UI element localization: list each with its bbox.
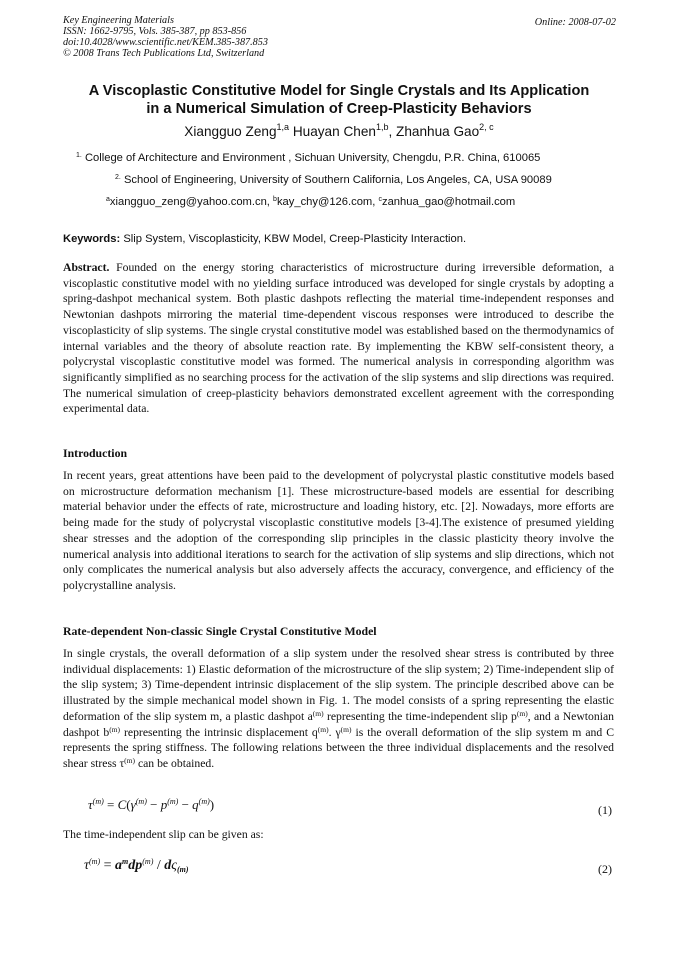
paragraph-text: In single crystals, the overall deformation of a slip system under the resolved shear stress is contributed by three individual displacements: 1) Elastic deformation of the microstructure of the slip system; 2) Time-independent slip of the slip system; 3) Time-dependent intrinsic displacement of the slip system. The principle described above can be illustrated by the simple mechanical model shown in Fig. 1. The model consists of a spring representing the elastic deformation of the slip system m, a plastic dashpot a	[63, 647, 614, 723]
abstract-text: Founded on the energy storing characteristics of microstructure during irreversible deformation, a viscoplastic constitutive model with no yielding surface introduced was developed for single crystals by adopting a spring-dashpot mechanical system. Both plastic dashpots reflecting the material time-independent responses and Newtonian dashpots mirroring the material time-dependent viscous responses were introduced to describe the viscoplasticity of slip systems. The single crystal constitutive model was established based on the thermodynamics of internal variables and the theory of absolute reaction rate. By implementing the KBW self-consistent theory, a polycrystal viscoplastic constitutive model was formed. The numerical analysis in corresponding algorithm was significantly simplified as no searching process for the activation of the slip systems and slip directions was required. The numerical simulation of creep-plasticity behaviors demonstrated excellent agreement with the corresponding experimental data.	[63, 261, 615, 416]
equation-1-number: (1)	[598, 803, 612, 817]
equation-1: $\tau^{(m)} = C(\gamma^{(m)} - p^{(m)} - q^{(m)})$	[88, 797, 215, 812]
paper-title-line-2: in a Numerical Simulation of Creep-Plasticity Behaviors	[146, 101, 532, 117]
copyright-line: © 2008 Trans Tech Publications Ltd, Switzerland	[63, 48, 265, 59]
affiliation-1-mark: 1.	[76, 152, 82, 159]
affiliation-1	[76, 152, 540, 164]
superscript-m: (m)	[317, 724, 329, 734]
keywords	[63, 233, 466, 245]
superscript-m: (m)	[516, 708, 528, 718]
introduction-text: In recent years, great attentions have been paid to the development of polycrystal plastic constitutive models based on microstructure deformation mechanism [1]. These microstructure-based models are essential for describing material behavior under the effects of rate, microstructure and loading history, etc. [2]. Nowadays, more efforts are being made for the study of polycrystal viscoplastic constitutive models [3-4].The existence of presumed yielding shear stresses and the adoption of the corresponding slip principles in the classic plasticity theory involve the numerical analysis into additional iterations to search for the activation of slip systems and slip directions, which not only complicates the numerical analysis but also adversely affects the accuracy, convergence, and efficiency of the polycrystalline analysis.	[63, 469, 614, 592]
author-emails	[106, 196, 515, 208]
superscript-m: (m)	[340, 724, 352, 734]
equation-2: $\tau^{(m)} = a^mdp^{(m)} / d\varsigma_{(m)}$	[84, 857, 189, 874]
email-c: zanhua_gao@hotmail.com	[381, 196, 516, 208]
introduction-heading: Introduction	[63, 446, 128, 460]
paper-title-line-1: A Viscoplastic Constitutive Model for Single Crystals and Its Application	[88, 83, 590, 99]
paragraph-text: , and a Newtonian dashpot b	[63, 709, 614, 739]
author-name: Huayan Chen	[292, 124, 376, 139]
paragraph-text: representing the intrinsic displacement q	[120, 725, 318, 739]
author-name: Zhanhua Gao	[396, 124, 480, 139]
online-date: Online: 2008-07-02	[534, 17, 616, 28]
email-c-mark: c	[378, 196, 382, 203]
email-a: xiangguo_zeng@yahoo.com.cn,	[109, 196, 270, 208]
paragraph-text: . γ	[328, 725, 341, 739]
author-list: Xiangguo Zeng$^{1,a}$ Huayan Chen$^{1,b}$, Zhanhua Gao$^{2, c}$	[184, 122, 494, 139]
abstract-label: Abstract.	[63, 261, 110, 274]
keywords-text: Slip System, Viscoplasticity, KBW Model, Creep-Plasticity Interaction.	[123, 233, 467, 245]
paragraph-text: representing the time-independent slip p	[323, 709, 517, 723]
author-affiliation-mark: 2, c	[479, 122, 494, 132]
email-b-mark: b	[273, 196, 277, 203]
affiliation-1-text: College of Architecture and Environment , Sichuan University, Chengdu, P.R. China, 610065	[84, 152, 541, 164]
email-a-mark: a	[106, 196, 110, 203]
abstract	[63, 260, 614, 417]
doi-line: doi:10.4028/www.scientific.net/KEM.385-387.853	[63, 37, 268, 48]
affiliation-2-text: School of Engineering, University of Southern California, Los Angeles, CA, USA 90089	[123, 174, 552, 186]
equation-2-intro: The time-independent slip can be given as:	[63, 828, 264, 841]
section-2-heading: Rate-dependent Non-classic Single Crystal Constitutive Model	[63, 624, 377, 638]
superscript-m: (m)	[124, 755, 136, 765]
author-affiliation-mark: 1,a	[276, 122, 290, 132]
paragraph-text: is the overall deformation of the slip system m and C represents the spring stiffness. The following relations between the three individual displacements and the resolved shear stress τ	[63, 725, 614, 770]
issn-line: ISSN: 1662-9795, Vols. 385-387, pp 853-856	[63, 26, 247, 37]
superscript-m: (m)	[109, 724, 121, 734]
affiliation-2	[115, 174, 552, 186]
keywords-label: Keywords:	[63, 233, 121, 245]
email-b: kay_chy@126.com,	[276, 196, 376, 208]
equation-2-number: (2)	[598, 862, 612, 876]
author-name: Xiangguo Zeng	[184, 124, 277, 139]
affiliation-2-mark: 2.	[115, 174, 121, 181]
journal-name: Key Engineering Materials	[63, 15, 174, 26]
section-2-paragraph	[63, 646, 614, 772]
paragraph-text: can be obtained.	[135, 756, 215, 770]
superscript-m: (m)	[312, 708, 324, 718]
author-affiliation-mark: 1,b	[375, 122, 389, 132]
